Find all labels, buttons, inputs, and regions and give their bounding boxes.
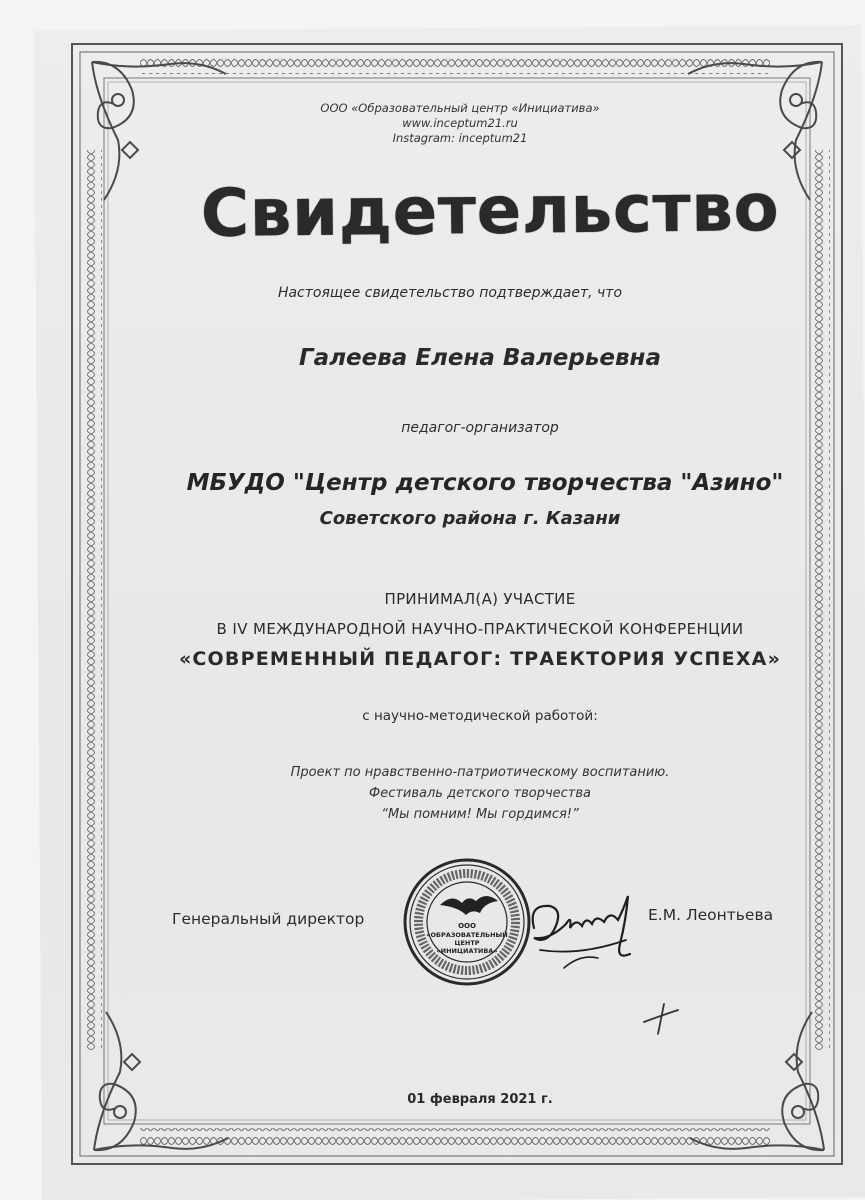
- pen-mark: [640, 1000, 684, 1040]
- handwritten-signature: [520, 884, 650, 974]
- work-line-2: Фестиваль детского творчества: [369, 786, 591, 801]
- issuer-website: www.inceptum21.ru: [402, 116, 518, 130]
- work-intro: с научно-методической работой:: [362, 708, 598, 724]
- work-line-1: Проект по нравственно-патриотическому воспитанию.: [290, 765, 670, 780]
- conference-title: «СОВРЕМЕННЫЙ ПЕДАГОГ: ТРАЕКТОРИЯ УСПЕХА»: [178, 648, 782, 670]
- recipient-position: педагог-организатор: [401, 420, 559, 436]
- work-description: [200, 762, 760, 825]
- stamp-text-4: «ИНИЦИАТИВА»: [436, 947, 498, 955]
- participation-line-1: ПРИНИМАЛ(А) УЧАСТИЕ: [384, 590, 576, 608]
- intro-text: Настоящее свидетельство подтверждает, что: [277, 285, 623, 301]
- issue-date: 01 февраля 2021 г.: [407, 1092, 553, 1107]
- issuer-name: ООО «Образовательный центр «Инициатива»: [320, 101, 600, 115]
- signatory-name: Е.М. Леонтьева: [648, 906, 774, 924]
- participation-line-2: В IV МЕЖДУНАРОДНОЙ НАУЧНО-ПРАКТИЧЕСКОЙ КОНФЕРЕНЦИИ: [216, 620, 744, 638]
- signatory-role: Генеральный директор: [172, 910, 365, 928]
- official-stamp: [402, 857, 532, 987]
- issuer-instagram: Instagram: inceptum21: [392, 131, 528, 145]
- issuer-header: [235, 100, 685, 145]
- work-line-3: “Мы помним! Мы гордимся!”: [381, 807, 579, 822]
- stamp-text-3: ЦЕНТР: [454, 939, 480, 947]
- stamp-text-1: ООО: [458, 922, 476, 930]
- recipient-organization-district: Советского района г. Казани: [319, 508, 621, 529]
- certificate-title: Свидетельство: [200, 168, 780, 253]
- stamp-text-2: «ОБРАЗОВАТЕЛЬНЫЙ: [426, 931, 508, 939]
- recipient-organization: МБУДО "Центр детского творчества "Азино": [186, 470, 784, 496]
- recipient-name: Галеева Елена Валерьевна: [299, 345, 661, 371]
- stamp-bird-icon: [440, 896, 498, 915]
